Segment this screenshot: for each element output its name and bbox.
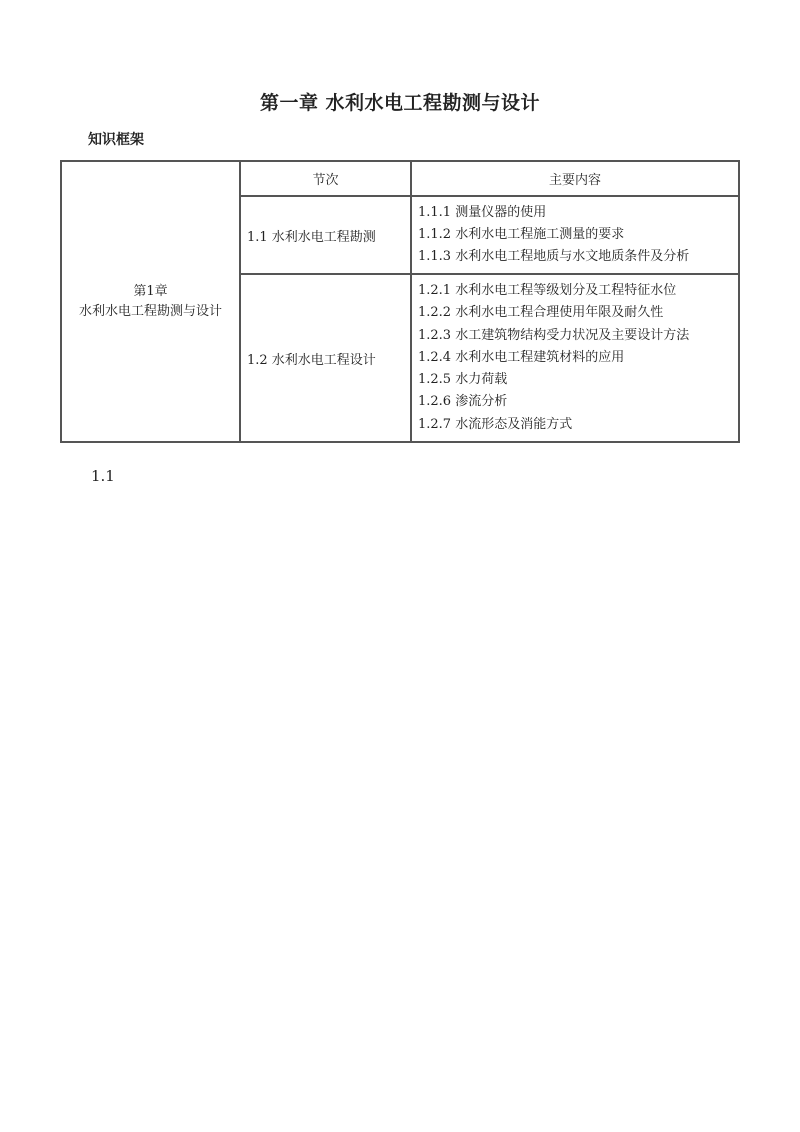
list-item: 1.2.3 水工建筑物结构受力状况及主要设计方法 <box>418 327 690 343</box>
list-item: 1.2.6 渗流分析 <box>418 394 508 410</box>
section-subtitle: 知识框架 <box>88 132 144 148</box>
list-item: 1.2.4 水利水电工程建筑材料的应用 <box>418 349 625 365</box>
chapter-title: 水利水电工程勘测与设计 <box>78 303 222 319</box>
list-item: 1.1.3 水利水电工程地质与水文地质条件及分析 <box>418 249 690 265</box>
chapter-cell <box>61 161 240 442</box>
list-item: 1.2.2 水利水电工程合理使用年限及耐久性 <box>418 305 664 321</box>
list-item: 1.2.7 水流形态及消能方式 <box>418 416 573 432</box>
list-item: 1.2.5 水力荷载 <box>418 372 508 388</box>
section-number-heading: 1.1 <box>91 467 115 485</box>
list-item: 1.2.1 水利水电工程等级划分及工程特征水位 <box>418 283 677 299</box>
header-content: 主要内容 <box>411 161 739 196</box>
chapter-number: 第1章 <box>133 283 168 299</box>
section-content <box>411 196 739 274</box>
section-content <box>411 274 739 442</box>
section-label: 1.1 水利水电工程勘测 <box>240 196 411 274</box>
list-item: 1.1.2 水利水电工程施工测量的要求 <box>418 226 625 242</box>
list-item: 1.1.1 测量仪器的使用 <box>418 204 547 220</box>
section-label: 1.2 水利水电工程设计 <box>240 274 411 442</box>
page-title: 第一章 水利水电工程勘测与设计 <box>259 92 541 114</box>
table-header-row <box>61 161 739 196</box>
header-section: 节次 <box>240 161 411 196</box>
knowledge-framework-table <box>60 160 740 443</box>
